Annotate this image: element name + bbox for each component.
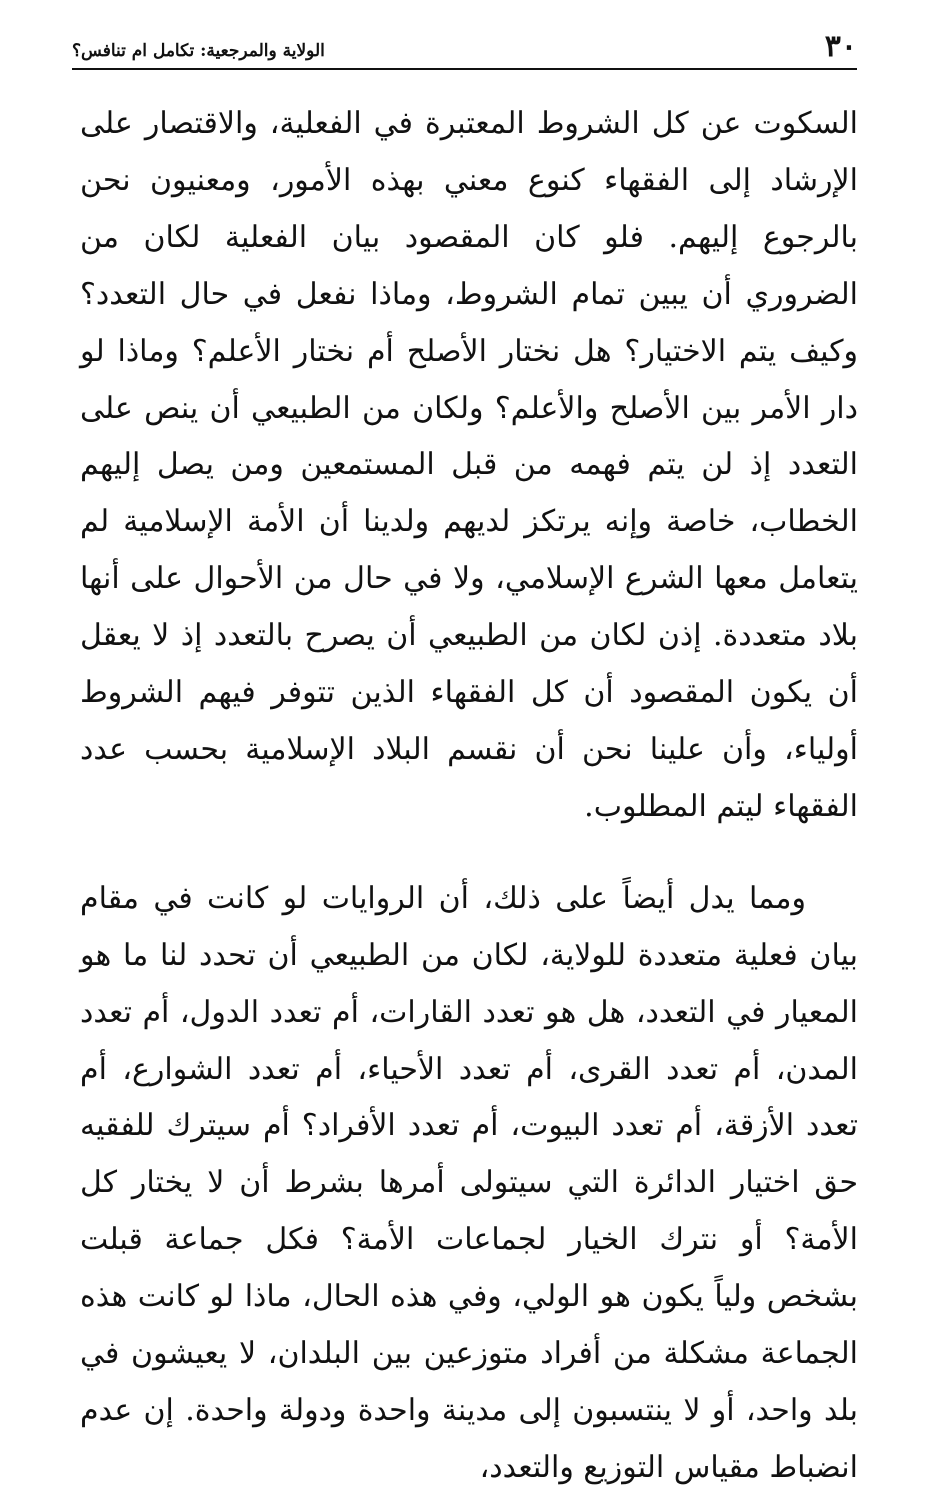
book-title: الولاية والمرجعية: تكامل ام تنافس؟ [72, 41, 325, 61]
paragraph-1: السكوت عن كل الشروط المعتبرة في الفعلية، والاقتصار على الإرشاد إلى الفقهاء كنوع معني بهذه الأمور، ومعنيون نحن بالرجوع إليهم. فلو كان المقصود بيان الفعلية لكان من الضروري أن يبين تمام الشروط، وماذا نفعل في حال التعدد؟ وكيف يتم الاختيار؟ هل نختار الأصلح أم نختار الأعلم؟ وماذا لو دار الأمر بين الأصلح والأعلم؟ ولكان من الطبيعي أن ينص على التعدد إذ لن يتم فهمه من قبل المستمعين ومن يصل إليهم الخطاب، خاصة وإنه يرتكز لديهم ولدينا أن الأمة الإسلامية لم يتعامل معها الشرع الإسلامي، ولا في حال من الأحوال على أنها بلاد متعددة. إذن لكان من الطبيعي أن يصرح بالتعدد إذ لا يعقل أن يكون المقصود أن كل الفقهاء الذين تتوفر فيهم الشروط أولياء، وأن علينا نحن أن نقسم البلاد الإسلامية بحسب عدد الفقهاء ليتم المطلوب. [80, 106, 858, 824]
page-number: ٣٠ [824, 29, 857, 64]
running-header [72, 30, 857, 70]
paragraph-2: ومما يدل أيضاً على ذلك، أن الروايات لو كانت في مقام بيان فعلية متعددة للولاية، لكان من الطبيعي أن تحدد لنا ما هو المعيار في التعدد، هل هو تعدد القارات، أم تعدد الدول، أم تعدد المدن، أم تعدد القرى، أم تعدد الأحياء، أم تعدد الشوارع، أم تعدد الأزقة، أم تعدد البيوت، أم تعدد الأفراد؟ أم سيترك للفقيه حق اختيار الدائرة التي سيتولى أمرها بشرط أن لا يختار كل الأمة؟ أو نترك الخيار لجماعات الأمة؟ فكل جماعة قبلت بشخص ولياً يكون هو الولي، وفي هذه الحال، ماذا لو كانت هذه الجماعة مشكلة من أفراد متوزعين بين البلدان، لا يعيشون في بلد واحد، أو لا ينتسبون إلى مدينة واحدة ودولة واحدة. إن عدم انضباط مقياس التوزيع والتعدد، [80, 880, 858, 1485]
body-text [80, 96, 858, 1497]
